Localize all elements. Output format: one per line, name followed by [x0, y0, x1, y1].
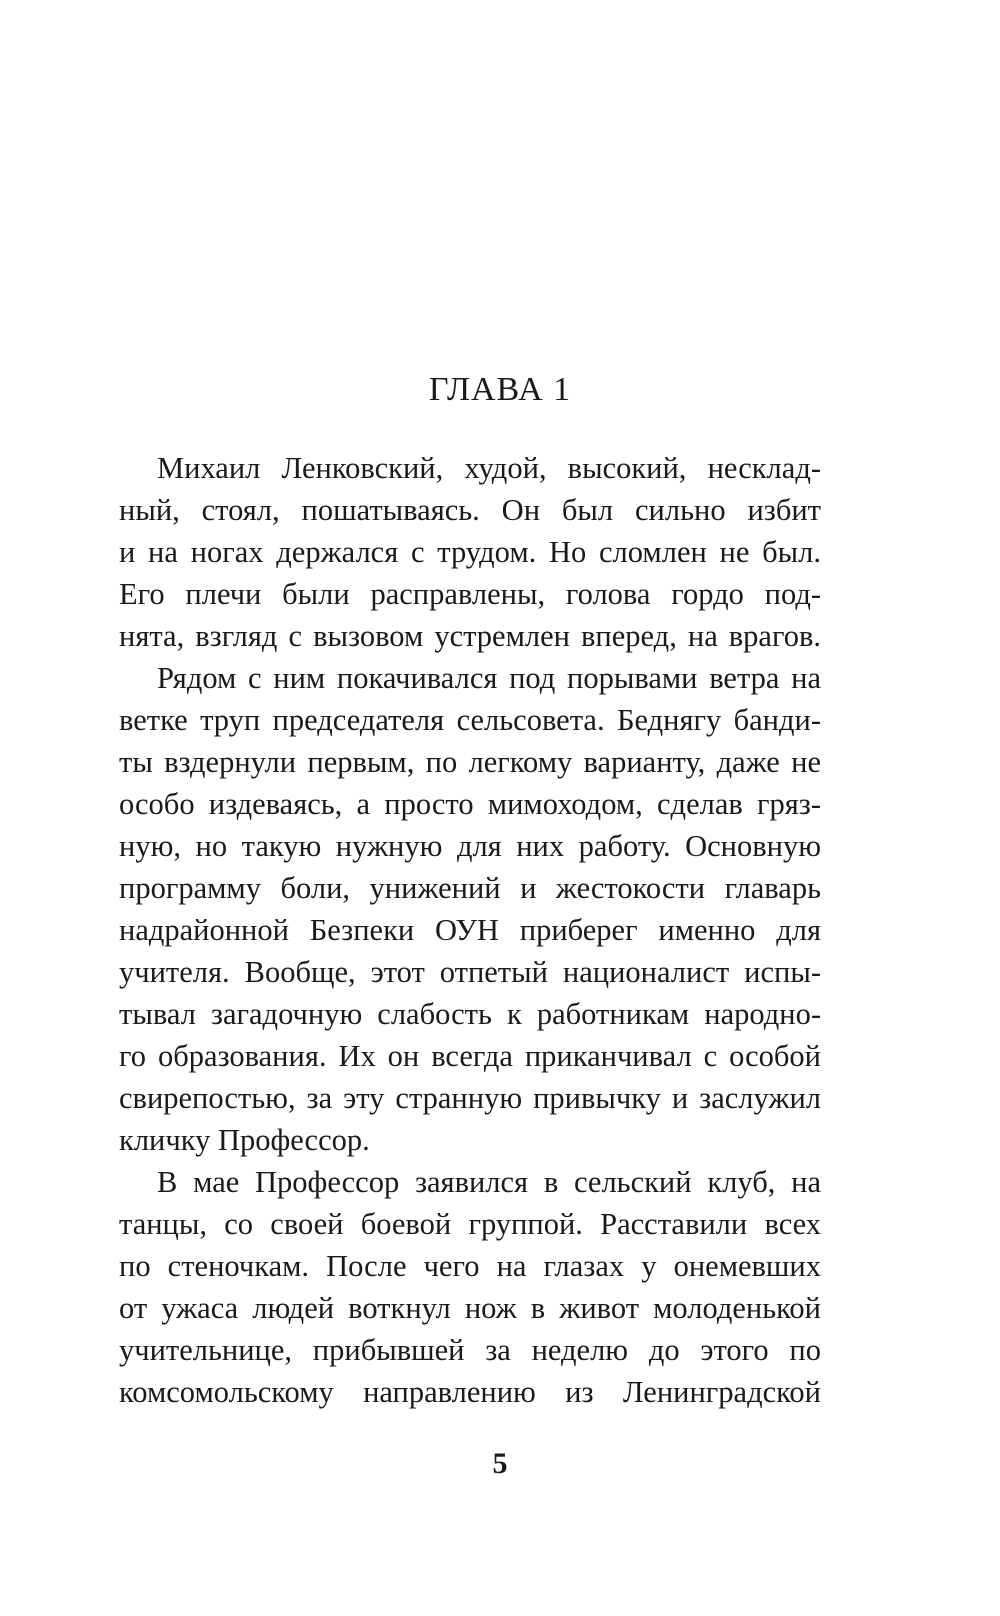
text-line: ветке труп председателя сельсовета. Беднягу банди- [119, 703, 821, 737]
text-line: танцы, со своей боевой группой. Расставили всех [119, 1207, 821, 1241]
text-line: ную, но такую нужную для них работу. Основную [119, 829, 821, 863]
text-line: ты вздернули первым, по легкому варианту, даже не [119, 745, 821, 779]
text-line: программу боли, унижений и жестокости главарь [119, 871, 821, 905]
text-line: по стеночкам. После чего на глазах у онемевших [119, 1249, 821, 1283]
text-line: особо издеваясь, а просто мимоходом, сделав гряз- [119, 787, 821, 821]
text-line: учителя. Вообще, этот отпетый националист испы- [119, 955, 821, 989]
text-line: от ужаса людей воткнул нож в живот молоденькой [119, 1291, 821, 1325]
paragraph [119, 447, 821, 657]
text-line: надрайонной Безпеки ОУН приберег именно для [119, 913, 821, 947]
chapter-title: ГЛАВА 1 [428, 371, 572, 408]
text-line: тывал загадочную слабость к работникам народно- [119, 997, 821, 1031]
page-number: 5 [492, 1447, 508, 1480]
paragraph [119, 1161, 821, 1413]
body-text [119, 447, 821, 1413]
text-line: ный, стоял, пошатываясь. Он был сильно избит [119, 493, 821, 527]
text-line: В мае Профессор заявился в сельский клуб, на [157, 1165, 821, 1199]
text-line: и на ногах держался с трудом. Но сломлен не был. [119, 535, 821, 569]
paragraph [119, 657, 821, 1161]
text-line: Рядом с ним покачивался под порывами ветра на [157, 661, 821, 695]
text-line: го образования. Их он всегда приканчивал с особой [119, 1039, 821, 1073]
text-line: кличку Профессор. [119, 1123, 370, 1157]
text-line: учительнице, прибывшей за неделю до этого по [119, 1333, 821, 1367]
text-line: комсомольскому направлению из Ленинградской [119, 1375, 821, 1409]
text-line: нята, взгляд с вызовом устремлен вперед, на врагов. [119, 619, 821, 653]
text-line: Его плечи были расправлены, голова гордо под- [119, 577, 821, 611]
text-line: Михаил Ленковский, худой, высокий, несклад- [157, 451, 821, 485]
text-line: свирепостью, за эту странную привычку и заслужил [119, 1081, 821, 1115]
